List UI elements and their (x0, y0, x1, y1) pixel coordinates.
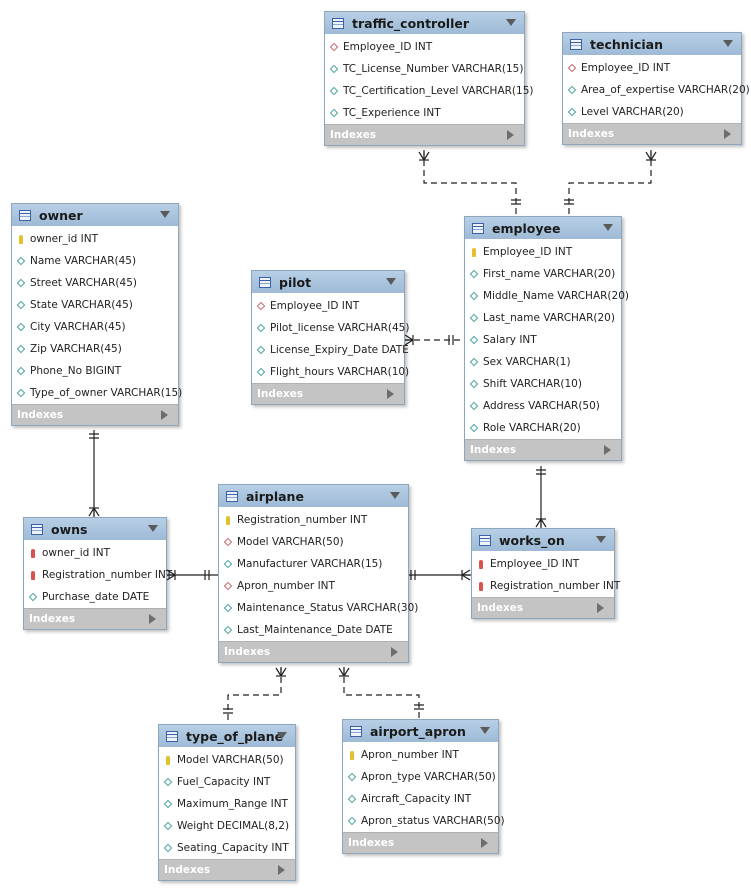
column-diamond-icon (327, 110, 341, 116)
column-text: Apron_number INT (237, 580, 335, 592)
column-text: Phone_No BIGINT (30, 365, 122, 377)
column-text: Employee_ID INT (490, 558, 580, 570)
column-row[interactable] (159, 815, 295, 837)
column-row[interactable] (219, 575, 408, 597)
column-row[interactable] (465, 351, 621, 373)
indexes-label: Indexes (164, 864, 211, 876)
table-type-of-plane[interactable] (158, 724, 296, 881)
column-row[interactable] (325, 58, 524, 80)
column-text: Pilot_license VARCHAR(45) (270, 322, 410, 334)
table-icon (332, 18, 344, 29)
indexes-label: Indexes (224, 646, 271, 658)
column-row[interactable] (325, 80, 534, 102)
expand-arrow-icon[interactable] (391, 647, 398, 657)
column-row[interactable] (465, 395, 621, 417)
column-row[interactable] (12, 338, 178, 360)
column-row[interactable] (159, 771, 295, 793)
column-text: Apron_status VARCHAR(50) (361, 815, 505, 827)
table-owner[interactable] (11, 203, 183, 426)
foreign-key-diamond-icon (221, 583, 235, 589)
column-row[interactable] (325, 36, 524, 58)
table-header[interactable] (343, 720, 498, 742)
table-name: airplane (246, 488, 304, 504)
table-header[interactable] (12, 204, 178, 226)
column-text: Shift VARCHAR(10) (483, 378, 582, 390)
column-row[interactable] (465, 417, 621, 439)
column-row[interactable] (159, 793, 295, 815)
table-icon (226, 491, 238, 502)
column-text: Fuel_Capacity INT (177, 776, 271, 788)
collapse-caret-icon[interactable] (723, 40, 733, 47)
column-text: Type_of_owner VARCHAR(15) (30, 387, 183, 399)
column-row[interactable] (472, 553, 614, 575)
column-diamond-icon (467, 271, 481, 277)
table-name: traffic_controller (352, 15, 470, 31)
column-diamond-icon (327, 88, 341, 94)
column-row[interactable] (325, 102, 524, 124)
indexes-section[interactable] (252, 383, 404, 404)
column-text: Employee_ID INT (483, 246, 573, 258)
table-icon (350, 726, 362, 737)
indexes-section[interactable] (325, 124, 524, 145)
indexes-label: Indexes (29, 613, 76, 625)
column-diamond-icon (345, 818, 359, 824)
table-employee[interactable] (464, 216, 629, 461)
indexes-section[interactable] (563, 123, 741, 144)
column-text: Street VARCHAR(45) (30, 277, 137, 289)
column-text: Area_of_expertise VARCHAR(20) (581, 84, 750, 96)
table-airport-apron[interactable] (342, 719, 505, 854)
collapse-caret-icon[interactable] (390, 492, 400, 499)
column-text: Purchase_date DATE (42, 591, 150, 603)
column-diamond-icon (467, 337, 481, 343)
primary-key-icon (161, 756, 175, 765)
column-row[interactable] (219, 509, 408, 531)
table-airplane[interactable] (218, 484, 419, 663)
collapse-caret-icon[interactable] (603, 224, 613, 231)
expand-arrow-icon[interactable] (278, 865, 285, 875)
column-row[interactable] (12, 382, 183, 404)
column-row[interactable] (563, 101, 741, 123)
column-row[interactable] (465, 329, 621, 351)
table-name: pilot (279, 274, 312, 290)
expand-arrow-icon[interactable] (724, 129, 731, 139)
column-list (24, 540, 173, 608)
column-text: Salary INT (483, 334, 537, 346)
table-icon (166, 731, 178, 742)
expand-arrow-icon[interactable] (481, 838, 488, 848)
column-row[interactable] (343, 810, 505, 832)
column-text: First_name VARCHAR(20) (483, 268, 616, 280)
foreign-key-diamond-icon (327, 44, 341, 50)
table-icon (472, 223, 484, 234)
column-list (159, 747, 295, 859)
column-text: Registration_number INT (42, 569, 173, 581)
table-name: employee (492, 220, 561, 236)
table-header[interactable] (465, 217, 621, 239)
column-row[interactable] (252, 339, 409, 361)
indexes-label: Indexes (348, 837, 395, 849)
column-text: owner_id INT (42, 547, 110, 559)
column-text: Maintenance_Status VARCHAR(30) (237, 602, 419, 614)
expand-arrow-icon[interactable] (604, 445, 611, 455)
column-text: Last_Maintenance_Date DATE (237, 624, 393, 636)
foreign-key-diamond-icon (221, 539, 235, 545)
table-pilot[interactable] (251, 270, 410, 405)
column-row[interactable] (563, 79, 750, 101)
primary-key-icon (26, 571, 40, 580)
table-header[interactable] (325, 12, 524, 34)
column-diamond-icon (14, 346, 28, 352)
indexes-label: Indexes (568, 128, 615, 140)
column-text: Apron_number INT (361, 749, 459, 761)
column-list (219, 507, 419, 641)
indexes-label: Indexes (330, 129, 377, 141)
column-list (472, 551, 621, 597)
column-row[interactable] (465, 373, 621, 395)
column-diamond-icon (26, 594, 40, 600)
collapse-caret-icon[interactable] (148, 525, 158, 532)
column-diamond-icon (345, 796, 359, 802)
column-diamond-icon (327, 66, 341, 72)
column-row[interactable] (465, 307, 621, 329)
column-text: Apron_type VARCHAR(50) (361, 771, 496, 783)
table-name: type_of_plane (186, 728, 284, 744)
column-diamond-icon (221, 605, 235, 611)
table-header[interactable] (472, 529, 614, 551)
column-row[interactable] (343, 788, 498, 810)
column-text: Name VARCHAR(45) (30, 255, 137, 267)
column-text: Model VARCHAR(50) (177, 754, 284, 766)
column-text: Sex VARCHAR(1) (483, 356, 571, 368)
column-diamond-icon (14, 368, 28, 374)
column-row[interactable] (12, 272, 178, 294)
column-diamond-icon (565, 109, 579, 115)
table-icon (570, 39, 582, 50)
column-diamond-icon (161, 801, 175, 807)
column-text: Seating_Capacity INT (177, 842, 289, 854)
column-text: Registration_number INT (237, 514, 368, 526)
column-row[interactable] (12, 228, 178, 250)
column-diamond-icon (254, 369, 268, 375)
column-text: Aircraft_Capacity INT (361, 793, 472, 805)
indexes-section[interactable] (24, 608, 166, 629)
column-row[interactable] (24, 542, 166, 564)
foreign-key-diamond-icon (254, 303, 268, 309)
column-diamond-icon (14, 324, 28, 330)
foreign-key-diamond-icon (565, 65, 579, 71)
table-header[interactable] (563, 33, 741, 55)
column-list (325, 34, 534, 124)
primary-key-icon (467, 248, 481, 257)
indexes-section[interactable] (219, 641, 408, 662)
column-text: Employee_ID INT (343, 41, 433, 53)
table-header[interactable] (252, 271, 404, 293)
column-diamond-icon (467, 425, 481, 431)
column-row[interactable] (24, 564, 173, 586)
column-diamond-icon (467, 293, 481, 299)
column-text: Zip VARCHAR(45) (30, 343, 122, 355)
column-text: TC_License_Number VARCHAR(15) (343, 63, 524, 75)
column-row[interactable] (252, 317, 410, 339)
column-diamond-icon (345, 774, 359, 780)
primary-key-icon (345, 751, 359, 760)
indexes-label: Indexes (477, 602, 524, 614)
column-row[interactable] (465, 241, 621, 263)
column-diamond-icon (14, 280, 28, 286)
column-row[interactable] (343, 766, 498, 788)
column-diamond-icon (161, 779, 175, 785)
column-row[interactable] (563, 57, 741, 79)
table-icon (31, 524, 43, 535)
column-text: Weight DECIMAL(8,2) (177, 820, 290, 832)
column-text: owner_id INT (30, 233, 98, 245)
column-diamond-icon (467, 359, 481, 365)
table-name: technician (590, 36, 663, 52)
expand-arrow-icon[interactable] (161, 410, 168, 420)
column-text: Model VARCHAR(50) (237, 536, 344, 548)
column-row[interactable] (219, 597, 419, 619)
column-row[interactable] (159, 837, 295, 859)
expand-arrow-icon[interactable] (597, 603, 604, 613)
collapse-caret-icon[interactable] (386, 278, 396, 285)
indexes-section[interactable] (472, 597, 614, 618)
column-diamond-icon (467, 315, 481, 321)
primary-key-icon (474, 560, 488, 569)
column-diamond-icon (565, 87, 579, 93)
column-text: TC_Experience INT (343, 107, 441, 119)
indexes-label: Indexes (470, 444, 517, 456)
column-row[interactable] (465, 285, 629, 307)
column-row[interactable] (465, 263, 621, 285)
column-list (465, 239, 629, 439)
column-row[interactable] (472, 575, 621, 597)
column-diamond-icon (221, 627, 235, 633)
table-name: airport_apron (370, 723, 466, 739)
column-text: Role VARCHAR(20) (483, 422, 581, 434)
indexes-label: Indexes (17, 409, 64, 421)
column-row[interactable] (343, 744, 498, 766)
column-row[interactable] (12, 294, 178, 316)
table-owns[interactable] (23, 517, 173, 630)
collapse-caret-icon[interactable] (480, 727, 490, 734)
column-diamond-icon (221, 561, 235, 567)
primary-key-icon (14, 235, 28, 244)
primary-key-icon (474, 582, 488, 591)
column-text: Flight_hours VARCHAR(10) (270, 366, 410, 378)
column-diamond-icon (254, 325, 268, 331)
table-works-on[interactable] (471, 528, 621, 619)
indexes-section[interactable] (465, 439, 621, 460)
column-row[interactable] (159, 749, 295, 771)
table-name: owns (51, 521, 88, 537)
column-text: State VARCHAR(45) (30, 299, 133, 311)
collapse-caret-icon[interactable] (160, 211, 170, 218)
column-text: City VARCHAR(45) (30, 321, 126, 333)
column-list (563, 55, 750, 123)
column-row[interactable] (252, 295, 404, 317)
table-header[interactable] (219, 485, 408, 507)
column-text: Registration_number INT (490, 580, 621, 592)
column-row[interactable] (219, 531, 408, 553)
column-row[interactable] (24, 586, 166, 608)
column-list (343, 742, 505, 832)
column-diamond-icon (467, 403, 481, 409)
table-icon (259, 277, 271, 288)
column-list (12, 226, 183, 404)
table-technician[interactable] (562, 32, 750, 145)
column-diamond-icon (14, 390, 28, 396)
expand-arrow-icon[interactable] (149, 614, 156, 624)
primary-key-icon (221, 516, 235, 525)
primary-key-icon (26, 549, 40, 558)
indexes-section[interactable] (12, 404, 178, 425)
expand-arrow-icon[interactable] (507, 130, 514, 140)
collapse-caret-icon[interactable] (277, 732, 287, 739)
column-text: TC_Certification_Level VARCHAR(15) (343, 85, 534, 97)
column-text: License_Expiry_Date DATE (270, 344, 409, 356)
column-row[interactable] (12, 316, 178, 338)
column-text: Maximum_Range INT (177, 798, 288, 810)
indexes-section[interactable] (343, 832, 498, 853)
column-row[interactable] (252, 361, 410, 383)
column-text: Employee_ID INT (581, 62, 671, 74)
expand-arrow-icon[interactable] (387, 389, 394, 399)
column-row[interactable] (219, 553, 408, 575)
column-text: Address VARCHAR(50) (483, 400, 600, 412)
collapse-caret-icon[interactable] (596, 536, 606, 543)
column-row[interactable] (219, 619, 408, 641)
table-header[interactable] (24, 518, 166, 540)
column-text: Middle_Name VARCHAR(20) (483, 290, 629, 302)
column-text: Last_name VARCHAR(20) (483, 312, 615, 324)
table-name: owner (39, 207, 83, 223)
column-diamond-icon (14, 302, 28, 308)
table-icon (479, 535, 491, 546)
table-traffic-controller[interactable] (324, 11, 534, 146)
column-text: Manufacturer VARCHAR(15) (237, 558, 383, 570)
column-row[interactable] (12, 360, 178, 382)
column-diamond-icon (161, 845, 175, 851)
column-row[interactable] (12, 250, 178, 272)
table-header[interactable] (159, 725, 295, 747)
column-diamond-icon (467, 381, 481, 387)
column-diamond-icon (14, 258, 28, 264)
column-diamond-icon (254, 347, 268, 353)
column-list (252, 293, 410, 383)
collapse-caret-icon[interactable] (506, 19, 516, 26)
column-diamond-icon (161, 823, 175, 829)
indexes-section[interactable] (159, 859, 295, 880)
indexes-label: Indexes (257, 388, 304, 400)
column-text: Level VARCHAR(20) (581, 106, 684, 118)
table-name: works_on (499, 532, 565, 548)
table-icon (19, 210, 31, 221)
column-text: Employee_ID INT (270, 300, 360, 312)
